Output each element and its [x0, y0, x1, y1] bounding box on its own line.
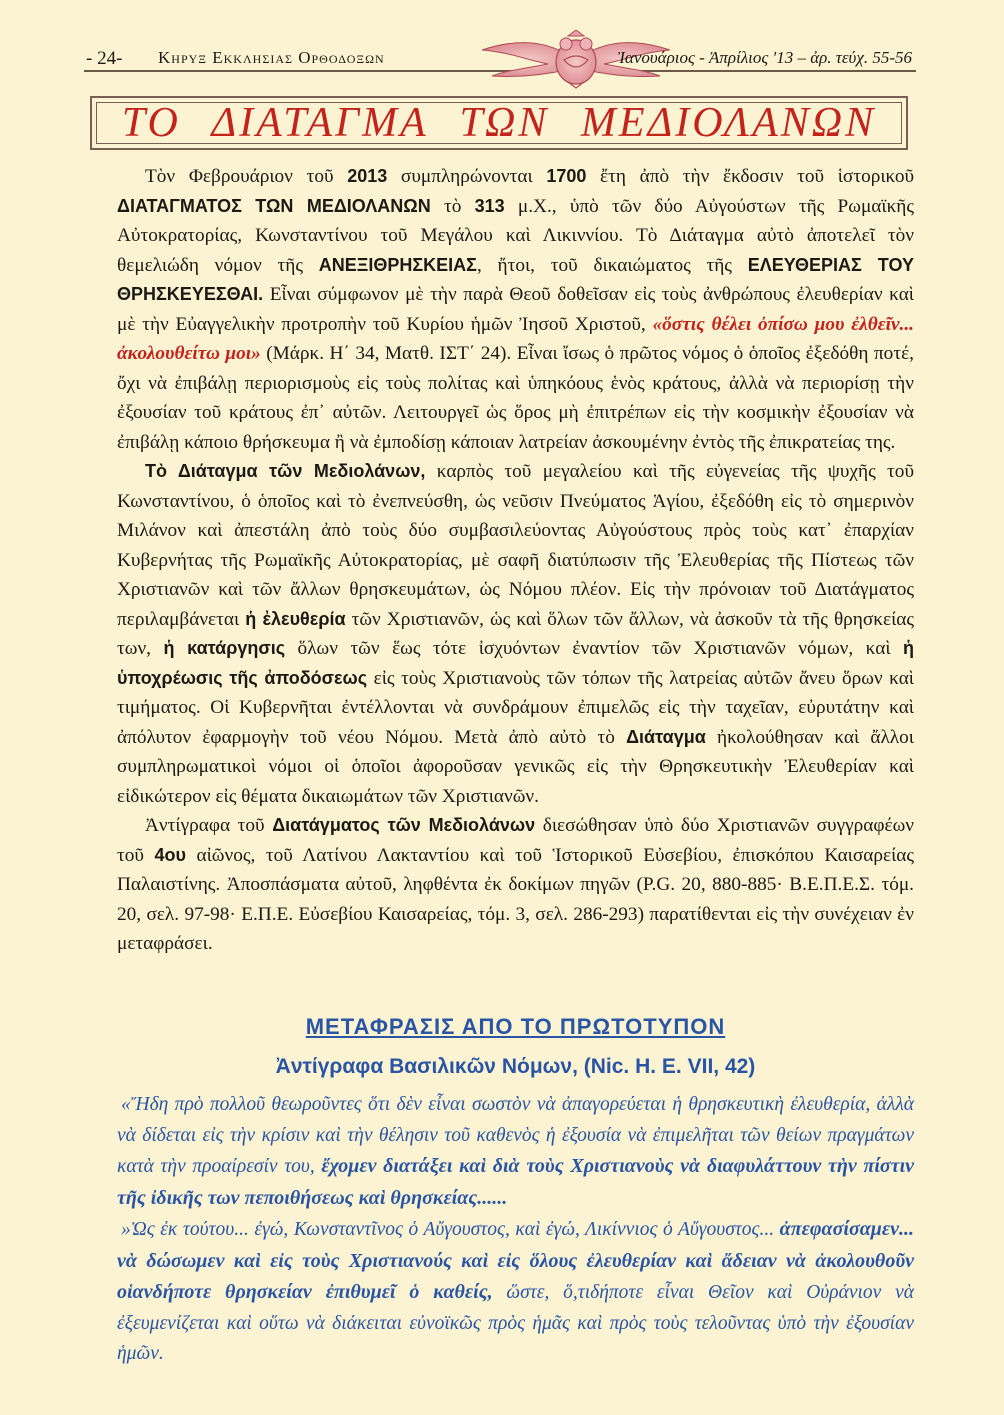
section-subheading: Ἀντίγραφα Βασιλικῶν Νόμων, (Nic. H. E. VII, 42): [275, 1055, 756, 1078]
article-title: ΤΟ ΔΙΑΤΑΓΜΑ ΤΩΝ ΜΕΔΙΟΛΑΝΩΝ: [121, 100, 877, 146]
page-header: [70, 34, 930, 90]
paragraph-1: Τὸν Φεβρουάριον τοῦ 2013 συμπληρώνονται 1700 ἔτη ἀπὸ τὴν ἔκδοσιν τοῦ ἱστορικοῦ ΔΙΑΤΑΓΜΑΤΟΣ ΤΩΝ ΜΕΔΙΟΛΑΝΩΝ τὸ 313 μ.Χ., ὑπὸ τῶν δύο Αὐγούστων τῆς Ρωμαϊκῆς Αὐτοκρατορίας, Κωνσταντίνου τοῦ Μεγάλου καὶ Λικιννίου. Τὸ Διάταγμα αὐτὸ ἀποτελεῖ τὸν θεμελιώδη νόμον τῆς ΑΝΕΞΙΘΡΗΣΚΕΙΑΣ, ἤτοι, τοῦ δικαιώματος τῆς ΕΛΕΥΘΕΡΙΑΣ ΤΟΥ ΘΡΗΣΚΕΥΕΣΘΑΙ. Εἶναι σύμφωνον μὲ τὴν παρὰ Θεοῦ δοθεῖσαν εἰς τοὺς ἀνθρώπους ἐλευθερίαν καὶ μὲ τὴν Εὐαγγελικὴν προτροπὴν τοῦ Κυρίου ἡμῶν Ἰησοῦ Χριστοῦ, «ὅστις θέλει ὀπίσω μου ἐλθεῖν... ἀκολουθείτω μοι» (Μάρκ. Η΄ 34, Ματθ. ΙΣΤ΄ 24). Εἶναι ἴσως ὁ πρῶτος νόμος ὁ ὁποῖος ἐξεδόθη ποτέ, ὄχι νὰ ἐπιβάλῃ περιορισμοὺς εἰς τοὺς πολίτας καὶ ὑπηκόους ἑνὸς κράτους, ἀλλὰ νὰ περιορίσῃ τὴν ἐξουσίαν τοῦ κράτους ἐπ᾽ αὐτῶν. Λειτουργεῖ ὡς ὅρος μὴ ἐπιτρέπων εἰς τὴν κοσμικὴν ἐξουσίαν νὰ ἐπιβάλῃ κάποιο θρήσκευμα ἢ νὰ ἐμποδίσῃ κάποιαν λατρείαν ἀσκουμένην ἐντὸς τῆς ἐπικρατείας της.: [117, 166, 915, 453]
gospel-quote: «ὅστις θέλει ὀπίσω μου ἐλθεῖν... ἀκολουθείτω μοι»: [117, 313, 914, 364]
issue-info: Ἰανουάριος - Ἀπρίλιος '13 – ἀρ. τεύχ. 55-56: [617, 48, 912, 67]
paragraph-3: Ἀντίγραφα τοῦ Διατάγματος τῶν Μεδιολάνων διεσώθησαν ὑπὸ δύο Χριστιανῶν συγγραφέων τοῦ 4ου αἰῶνος, τοῦ Λατίνου Λακταντίου καὶ τοῦ Ἱστορικοῦ Εὐσεβίου, ἐπισκόπου Καισαρείας Παλαιστίνης. Ἀποσπάσματα αὐτοῦ, ληφθέντα ἐκ δοκίμων πηγῶν (P.G. 20, 880-885· Β.Ε.Π.Ε.Σ. τόμ. 20, σελ. 97-98· Ε.Π.Ε. Εὐσεβίου Καισαρείας, τόμ. 3, σελ. 286-293) παρατίθενται εἰς τὴν συνέχειαν ἐν μεταφράσει.: [117, 815, 914, 954]
title-box: [90, 96, 908, 150]
publication-name: Κηρυξ Εκκλησιας Ορθοδοξων: [158, 48, 385, 67]
paragraph-2: Τὸ Διάταγμα τῶν Μεδιολάνων, καρπὸς τοῦ μεγαλείου καὶ τῆς εὐγενείας τῆς ψυχῆς τοῦ Κωνσταντίνου, ὁ ὁποῖος καὶ τὸ ἐνεπνεύσθη, ὡς νεῦσιν Πνεύματος Ἁγίου, ἐξεδόθη εἰς τὸ σημερινὸν Μιλάνον καὶ ἀπεστάλη ἀπὸ τοὺς δύο συμβασιλεύοντας Αὐγούστους πρὸς τοὺς κατ᾽ ἐπαρχίαν Κυβερνήτας τῆς Ρωμαϊκῆς Αὐτοκρατορίας, μὲ σαφῆ διατύπωσιν τῆς Ἐλευθερίας τῆς Πίστεως τῶν Χριστιανῶν καὶ τῶν ἄλλων θρησκευμάτων, ὡς Νόμου πλέον. Εἰς τὴν πρόνοιαν τοῦ Διατάγματος περιλαμβάνεται ἡ ἐλευθερία τῶν Χριστιανῶν, ὡς καὶ ὅλων τῶν ἄλλων, νὰ ἀσκοῦν τὰ τῆς θρησκείας των, ἡ κατάργησις ὅλων τῶν ἕως τότε ἰσχυόντων ἐναντίον τῶν Χριστιανῶν νόμων, καὶ ἡ ὑποχρέωσις τῆς ἀποδόσεως εἰς τοὺς Χριστιανοὺς τῶν τόπων τῆς λατρείας αὐτῶν ἄνευ ὅρων καὶ τιμήματος. Οἱ Κυβερνῆται ἐντέλλονται νὰ συνδράμουν ἐπιμελῶς εἰς τὴν ταχεῖαν, εὐρυτάτην καὶ ἀπόλυτον ἐφαρμογὴν τοῦ νέου Νόμου. Μετὰ ἀπὸ αὐτὸ τὸ Διάταγμα ἠκολούθησαν καὶ ἄλλοι συμπληρωματικοὶ νόμοι οἱ ὁποῖοι ἀφοροῦσαν γενικῶς εἰς τὴν Θρησκευτικὴν Ἐλευθερίαν καὶ εἰδικώτερον εἰς θέματα δικαιωμάτων τῶν Χριστιανῶν.: [117, 461, 915, 807]
section-heading: ΜΕΤΑΦΡΑΣΙΣ ΑΠΟ ΤΟ ΠΡΩΤΟΤΥΠΟΝ: [305, 1014, 726, 1039]
quote-paragraph-1: «Ἤδη πρὸ πολλοῦ θεωροῦντες ὅτι δὲν εἶναι σωστὸν νὰ ἀπαγορεύεται ἡ θρησκευτικὴ ἐλευθερία, ἀλλὰ νὰ δίδεται εἰς τὴν κρίσιν καὶ τὴν θέλησιν τοῦ καθενὸς ἡ ἐξουσία νὰ ἐπιμελῆται τῶν θείων πραγμάτων κατὰ τὴν προαίρεσίν του, ἔχομεν διατάξει καὶ διὰ τοὺς Χριστιανοὺς νὰ διαφυλάττουν τὴν πίστιν τῆς ἰδικῆς των πεποιθήσεως καὶ θρησκείας......: [117, 1094, 915, 1209]
page-number: - 24-: [86, 48, 123, 69]
quote-paragraph-2: »Ὡς ἐκ τούτου... ἐγώ, Κωνσταντῖνος ὁ Αὔγουστος, καὶ ἐγώ, Λικίννιος ὁ Αὔγουστος... ἀπεφασίσαμεν... νὰ δώσωμεν καὶ εἰς τοὺς Χριστιανούς καὶ εἰς ὅλους ἐλευθερίαν καὶ ἄδειαν νὰ ἀκολουθοῦν οἱανδήποτε θρησκείαν ἐπιθυμεῖ ὁ καθείς, ὥστε, ὅ,τιδήποτε εἶναι Θεῖον καὶ Οὐράνιον νὰ ἐξευμενίζεται καὶ οὕτω νὰ διάκειται εὐνοϊκῶς πρὸς ἡμᾶς καὶ πρὸς τοὺς τελοῦντας ὑπὸ τὴν ἐξουσίαν ἡμῶν.: [117, 1218, 914, 1364]
article-body: [117, 162, 914, 959]
translation-quote: [117, 1090, 914, 1370]
